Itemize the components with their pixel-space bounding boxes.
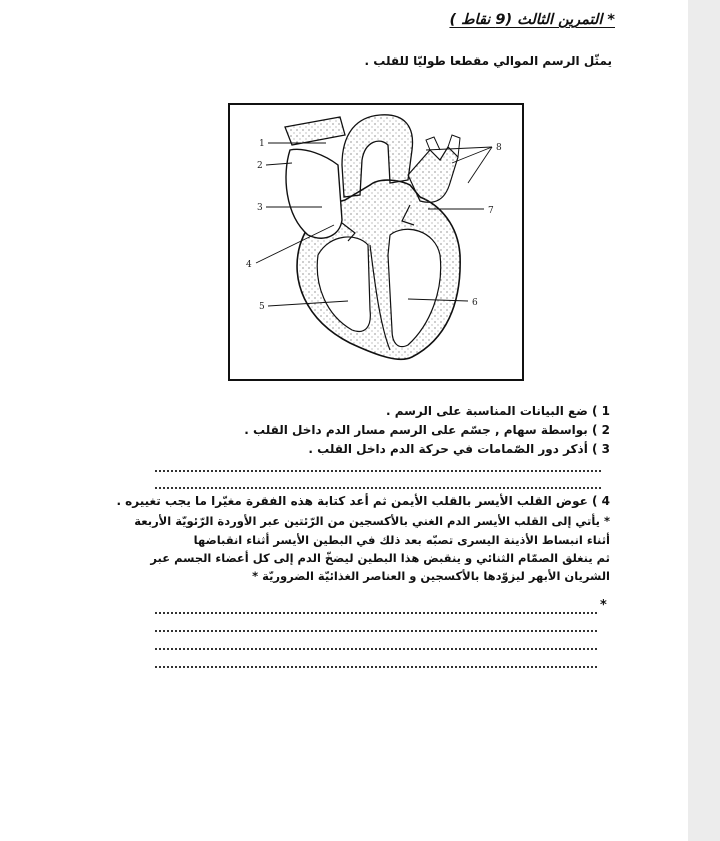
label-4: 4 [246, 260, 252, 270]
paragraph-line-4: الشريان الأبهر ليزوّدها بالأكسجين و العناصر الغذائيّة الضروريّة * [252, 569, 610, 583]
answer-star: * [600, 598, 607, 613]
answer-line[interactable] [155, 612, 597, 614]
answer-line[interactable] [155, 630, 597, 632]
heart-section-drawing [230, 105, 522, 379]
paragraph-line-1: * يأتي إلى القلب الأيسر الدم الغني بالأكسجين من الرّئتين عبر الأوردة الرّئويّة الأربعة [134, 514, 610, 528]
paragraph-line-2: أثناء انبساط الأذينة اليسرى تصبّه بعد ذلك في البطين الأيسر أثناء انقباضها [193, 533, 610, 547]
label-6: 6 [472, 298, 478, 308]
scan-margin [688, 0, 720, 841]
question-3: 3 ) أذكر دور الصّمامات في حركة الدم داخل القلب . [308, 442, 610, 456]
answer-line[interactable] [155, 470, 601, 472]
question-4: 4 ) عوض القلب الأيسر بالقلب الأيمن ثم أعد كتابة هذه الفقرة مغيّرا ما يجب تغييره . [116, 494, 610, 508]
label-8: 8 [496, 143, 502, 153]
question-1: 1 ) ضع البيانات المناسبة على الرسم . [385, 404, 610, 418]
answer-line[interactable] [155, 666, 597, 668]
label-7: 7 [488, 206, 494, 216]
intro-text: يمثّل الرسم الموالي مقطعا طوليّا للقلب . [364, 54, 612, 68]
answer-line[interactable] [155, 487, 601, 489]
paragraph-line-3: ثم ينغلق الصمّام الثنائي و ينقبض هذا البطين ليضخّ الدم إلى كل أعضاء الجسم عبر [150, 551, 610, 565]
label-3: 3 [257, 203, 263, 213]
label-1: 1 [259, 139, 265, 149]
vena-cava [285, 117, 345, 145]
question-2: 2 ) بواسطة سهام , جسّم على الرسم مسار الدم داخل القلب . [244, 423, 610, 437]
answer-line[interactable] [155, 648, 597, 650]
exercise-title: * التمرين الثالث (9 نقاط ) [449, 12, 615, 28]
label-2: 2 [257, 161, 263, 171]
heart-diagram [228, 103, 524, 381]
label-5: 5 [259, 302, 265, 312]
